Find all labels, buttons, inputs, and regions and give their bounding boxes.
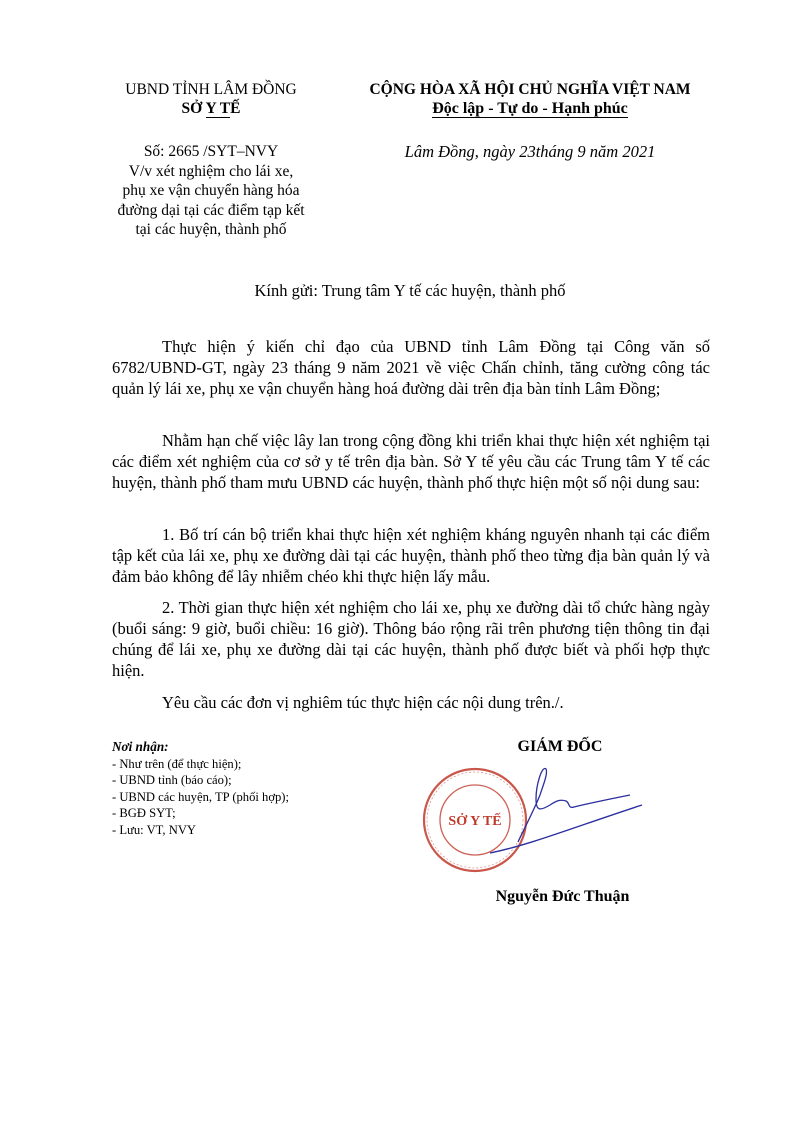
paragraph-text: Nhằm hạn chế việc lây lan trong cộng đồng khi triển khai thực hiện xét nghiệm tại các điểm xét nghiệm của cơ sở y tế trên địa bàn. Sở Y tế yêu cầu các Trung tâm Y tế các huyện, thành phố tham mưu UBND các huyện, thành phố thực hiện một số nội dung sau: bbox=[112, 431, 710, 492]
paragraph-text: 1. Bố trí cán bộ triển khai thực hiện xét nghiệm kháng nguyên nhanh tại các điểm tập kết của lái xe, phụ xe đường dài tại các huyện, thành phố theo từng địa bàn quản lý và đảm bảo không để lây nhiễm chéo khi thực hiện lấy mẫu. bbox=[112, 525, 710, 586]
document-reference bbox=[96, 142, 326, 240]
recipients-title: Nơi nhận: bbox=[112, 739, 169, 754]
motto-text: Độc lập - Tự do - Hạnh phúc bbox=[432, 100, 628, 117]
nation-name: CỘNG HÒA XÃ HỘI CHỦ NGHĨA VIỆT NAM bbox=[369, 81, 691, 98]
signer-title: GIÁM ĐỐC bbox=[517, 738, 603, 755]
place-date: Lâm Đồng, ngày 23tháng 9 năm 2021 bbox=[404, 142, 656, 161]
subject-line: đường dại tại các điểm tạp kết bbox=[117, 201, 305, 219]
recipients-list bbox=[112, 739, 372, 838]
paragraph-text: Thực hiện ý kiến chỉ đạo của UBND tỉnh Lâm Đồng tại Công văn số 6782/UBND-GT, ngày 23 tháng 9 năm 2021 về việc Chấn chỉnh, tăng cường công tác quản lý lái xe, phụ xe vận chuyển hàng hoá đường dài trên địa bàn tỉnh Lâm Đồng; bbox=[112, 337, 710, 398]
body-paragraph bbox=[112, 692, 710, 713]
national-motto bbox=[340, 99, 720, 119]
paragraph-text: Yêu cầu các đơn vị nghiêm túc thực hiện các nội dung trên./. bbox=[162, 693, 564, 712]
subject-line: phụ xe vận chuyển hàng hóa bbox=[122, 182, 300, 199]
subject-line: V/v xét nghiệm cho lái xe, bbox=[128, 162, 294, 180]
issuer-department bbox=[100, 99, 322, 118]
department-suffix: Ế bbox=[230, 100, 241, 117]
issuer-header bbox=[100, 80, 322, 118]
recipient-item: - UBND tỉnh (báo cáo); bbox=[112, 773, 232, 787]
issuer-agency: UBND TỈNH LÂM ĐỒNG bbox=[125, 81, 297, 98]
department-underlined: Y T bbox=[205, 100, 231, 117]
svg-text:SỞ Y TẾ: SỞ Y TẾ bbox=[448, 814, 502, 829]
paragraph-text: 2. Thời gian thực hiện xét nghiệm cho lái xe, phụ xe đường dài tổ chức hàng ngày (buổi sáng: 9 giờ, buổi chiều: 16 giờ). Thông báo rộng rãi trên phương tiện thông tin đại chúng để lái xe, phụ xe đường dài tại các huyện, thành phố được biết và phối hợp thực hiện. bbox=[112, 598, 710, 680]
subject-line: tại các huyện, thành phố bbox=[135, 221, 287, 238]
department-prefix: SỞ bbox=[181, 100, 206, 117]
recipient-item: - UBND các huyện, TP (phối hợp); bbox=[112, 789, 289, 804]
body-paragraph bbox=[112, 430, 710, 493]
national-header bbox=[340, 80, 720, 119]
recipient-item: - Lưu: VT, NVY bbox=[112, 822, 197, 837]
document-number: Số: 2665 /SYT–NVY bbox=[143, 143, 279, 160]
body-paragraph bbox=[112, 336, 710, 399]
handwritten-signature bbox=[470, 765, 645, 865]
addressee: Kính gửi: Trung tâm Y tế các huyện, thành phố bbox=[254, 281, 566, 300]
body-paragraph bbox=[112, 524, 710, 587]
body-paragraph bbox=[112, 597, 710, 681]
signer-name: Nguyễn Đức Thuận bbox=[495, 888, 630, 905]
recipient-item: - BGĐ SYT; bbox=[112, 806, 176, 820]
recipient-item: - Như trên (để thực hiện); bbox=[112, 756, 242, 771]
